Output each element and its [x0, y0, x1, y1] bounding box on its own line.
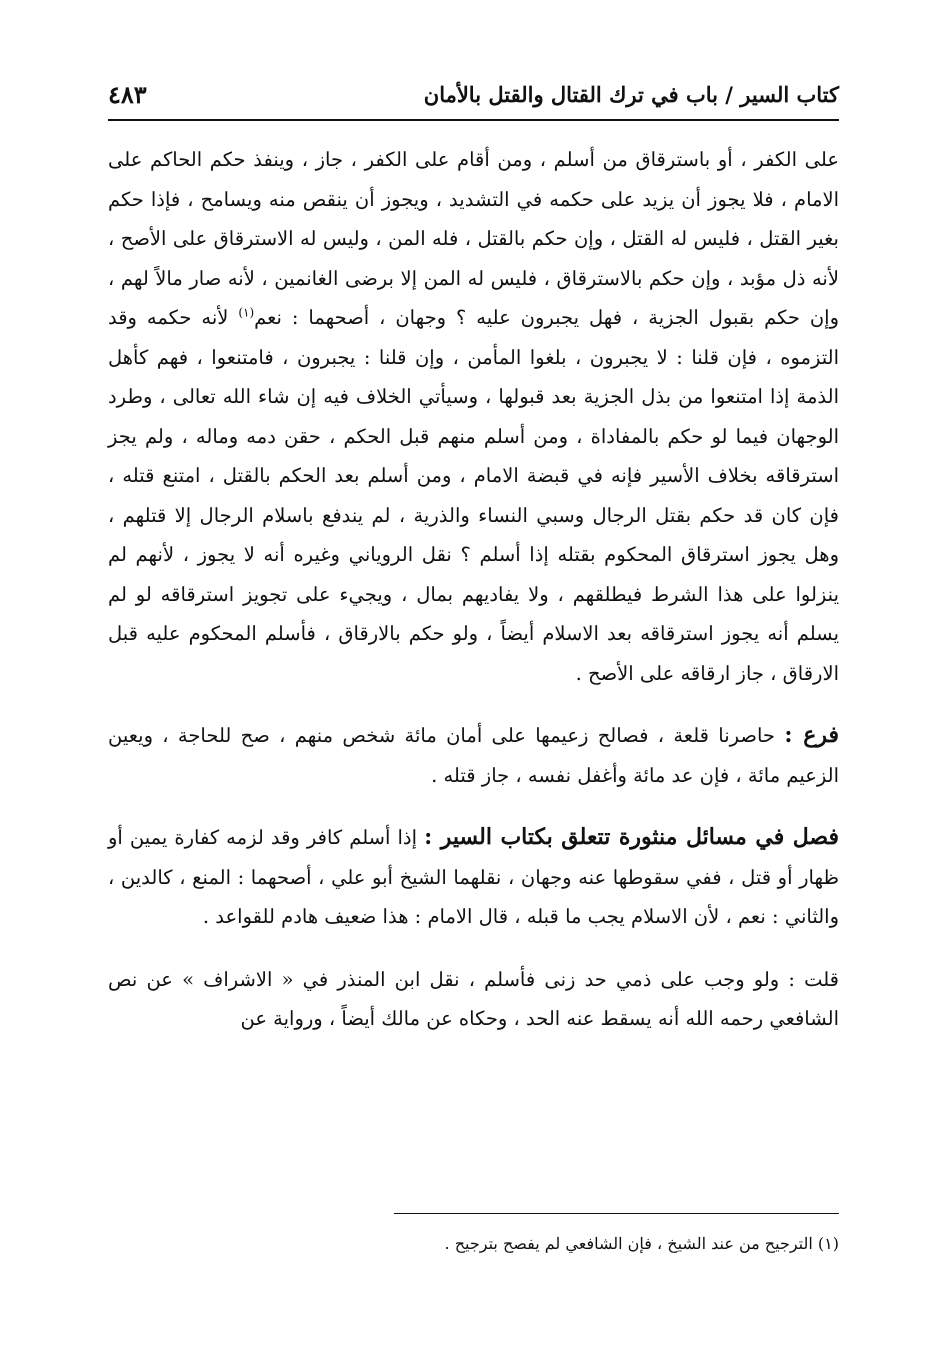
paragraph-4-text: قلت : ولو وجب على ذمي حد زنى فأسلم ، نقل ابن المنذر في « الاشراف » عن نص الشافعي رحمه الله أنه يسقط عنه الحد ، وحكاه عن مالك أيضاً ، ورواية عن	[108, 967, 839, 1030]
paragraph-1-text-continued: لأنه حكمه وقد التزموه ، فإن قلنا : لا يجبرون ، بلغوا المأمن ، وإن قلنا : يجبرون ، فامتنعوا ، فهم كأهل الذمة إذا امتنعوا من بذل الجزية بعد قبولها ، وسيأتي الخلاف فيه إن شاء الله تعالى ، وطرد الوجهان فيما لو حكم بالمفاداة ، ومن أسلم منهم قبل الحكم ، حقن دمه وماله ، ولم يجز استرقاقه بخلاف الأسير فإنه في قبضة الامام ، ومن أسلم بعد الحكم بالقتل ، امتنع قتله ، فإن كان قد حكم بقتل الرجال وسبي النساء والذرية ، لم يندفع باسلام الرجال إلا قتلهم ، وهل يجوز استرقاق المحكوم بقتله إذا أسلم ؟ نقل الروياني وغيره أنه لا يجوز ، لأنهم لم ينزلوا على هذا الشرط فيطلقهم ، ولا يفاديهم بمال ، ويجيء على تجويز استرقاقه لو لم يسلم أنه يجوز استرقاقه بعد الاسلام أيضاً ، ولو حكم بالارقاق ، فأسلم المحكوم عليه قبل الارقاق ، جاز ارقاقه على الأصح .	[108, 306, 839, 685]
header-rule	[108, 119, 839, 121]
paragraph-2	[108, 716, 839, 795]
footnote-marker: (١)	[817, 1234, 839, 1253]
paragraph-3-text: إذا أسلم كافر وقد لزمه كفارة يمين أو ظهار أو قتل ، ففي سقوطها عنه وجهان ، نقلهما الشيخ أبو علي ، أصحهما : المنع ، كالدين ، والثاني : نعم ، لأن الاسلام يجب ما قبله ، قال الامام : هذا ضعيف هادم للقواعد .	[108, 826, 839, 928]
section-lead-far: فرع :	[784, 722, 839, 748]
chapter-title: كتاب السير / باب في ترك القتال والقتل بالأمان	[423, 82, 839, 107]
footnote	[108, 1232, 839, 1256]
paragraph-4	[108, 960, 839, 1039]
page-number: ٤٨٣	[108, 80, 147, 109]
footnote-reference: (١)	[238, 305, 255, 320]
paragraph-1-text: على الكفر ، أو باسترقاق من أسلم ، ومن أقام على الكفر ، جاز ، وينفذ حكم الحاكم على الامام ، فلا يجوز أن يزيد على حكمه في التشديد ، ويجوز أن ينقص منه ويسامح ، فإذا حكم بغير القتل ، فليس له القتل ، وإن حكم بالقتل ، فله المن ، وليس له الاسترقاق على الأصح ، لأنه ذل مؤبد ، وإن حكم بالاسترقاق ، فليس له المن إلا برضى الغانمين ، لأنه صار مالاً لهم ، وإن حكم بقبول الجزية ، فهل يجبرون عليه ؟ وجهان ، أصحهما : نعم	[108, 148, 840, 329]
paragraph-3	[108, 818, 839, 937]
footnote-text: الترجيح من عند الشيخ ، فإن الشافعي لم يفصح بترجيح .	[444, 1234, 813, 1253]
section-lead-fasl: فصل في مسائل منثورة تتعلق بكتاب السير :	[424, 824, 839, 850]
paragraph-1	[108, 140, 839, 693]
footnote-rule	[394, 1213, 839, 1214]
running-header	[108, 78, 839, 118]
paragraph-2-text: حاصرنا قلعة ، فصالح زعيمها على أمان مائة شخص منهم ، صح للحاجة ، ويعين الزعيم مائة ، فإن عد مائة وأغفل نفسه ، جاز قتله .	[108, 724, 839, 787]
main-text	[108, 140, 839, 1039]
